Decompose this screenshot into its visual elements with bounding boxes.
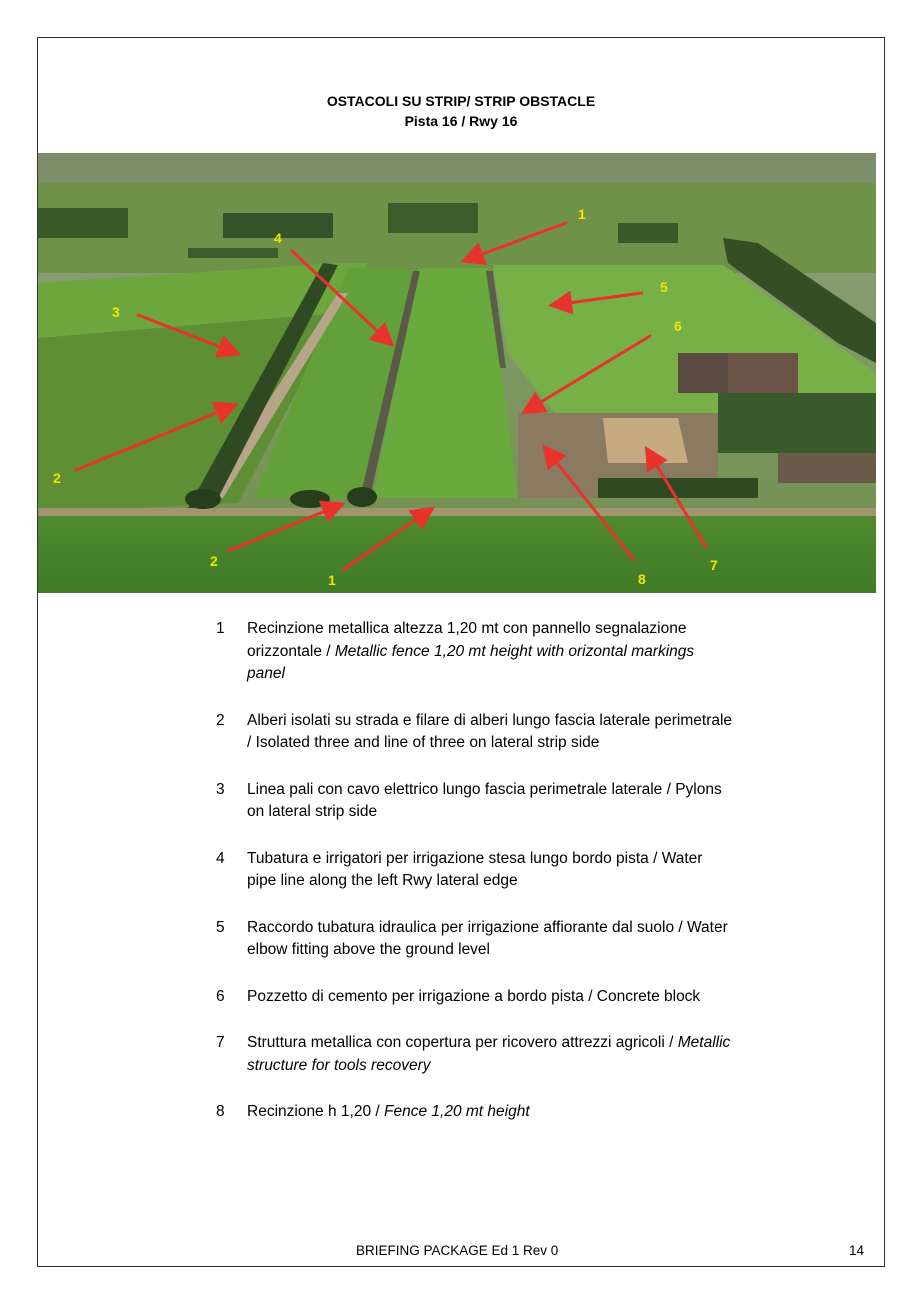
footer-label: BRIEFING PACKAGE Ed 1 Rev 0 [356,1243,559,1258]
list-item: 6 Pozzetto di cemento per irrigazione a bordo pista / Concrete block [216,987,701,1005]
callout-label: 4 [274,230,282,246]
page-number: 14 [849,1243,865,1258]
list-item: 4 Tubatura e irrigatori per irrigazione stesa lungo bordo pista / Water pipe line along the left Rwy lateral edge [216,849,703,889]
callout-label: 8 [638,571,646,587]
obstacle-list [216,618,736,1148]
callout-label: 5 [660,279,668,295]
list-item: 5 Raccordo tubatura idraulica per irrigazione affiorante dal suolo / Water elbow fitting above the ground level [216,918,728,958]
aerial-photo [38,153,876,593]
list-item: 3 Linea pali con cavo elettrico lungo fascia perimetrale laterale / Pylons on lateral strip side [216,780,722,820]
list-item: 8 Recinzione h 1,20 / Fence 1,20 mt height [216,1103,530,1120]
list-item: 2 Alberi isolati su strada e filare di alberi lungo fascia laterale perimetrale / Isolated three and line of three on lateral strip side [216,711,733,751]
callout-label: 2 [210,553,218,569]
callout-label: 7 [710,557,718,573]
callout-label: 1 [328,572,336,588]
callout-label: 2 [53,470,61,486]
list-item: 1 Recinzione metallica altezza 1,20 mt con pannello segnalazione orizzontale / Metallic fence 1,20 mt height with orizontal markings panel [216,620,695,682]
page-title: OSTACOLI SU STRIP/ STRIP OBSTACLE [326,93,596,109]
callout-label: 1 [578,206,586,222]
callout-label: 6 [674,318,682,334]
page-subtitle: Pista 16 / Rwy 16 [404,113,518,129]
list-item: 7 Struttura metallica con copertura per ricovero attrezzi agricoli / Metallic structure for tools recovery [216,1034,731,1074]
callout-label: 3 [112,304,120,320]
